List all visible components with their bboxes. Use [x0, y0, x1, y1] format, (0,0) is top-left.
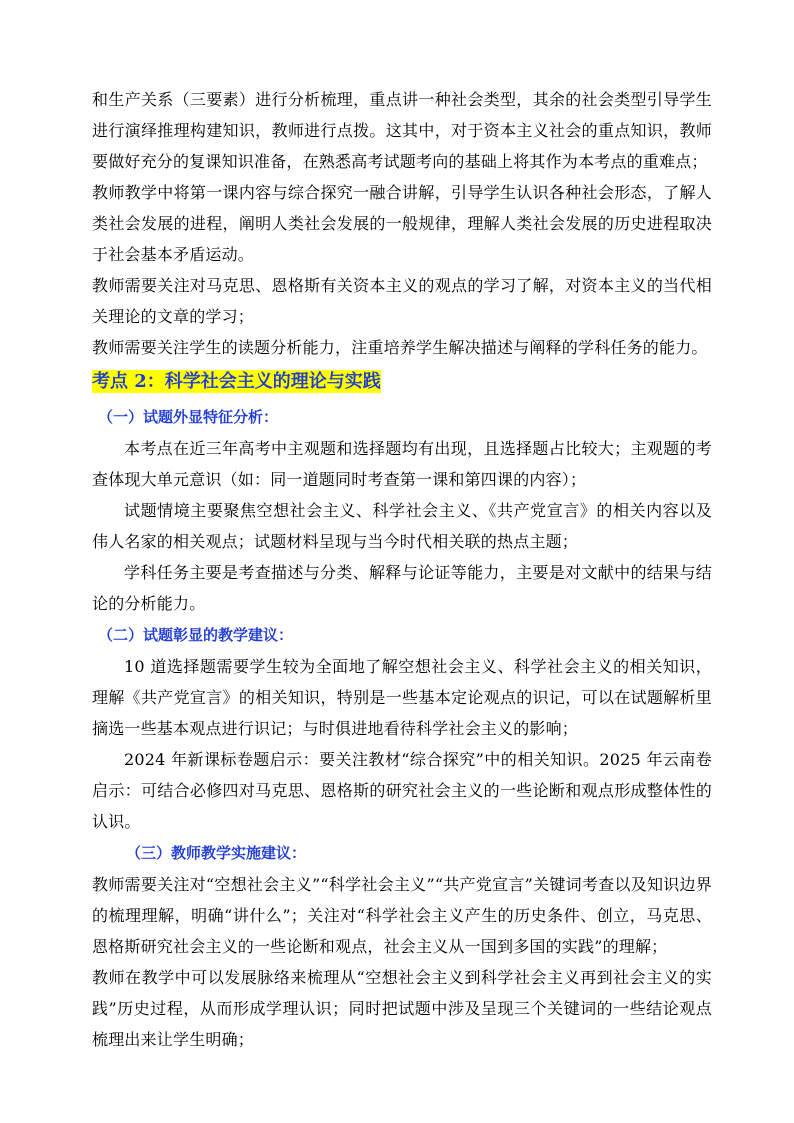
body-paragraph: 10 道选择题需要学生较为全面地了解空想社会主义、科学社会主义的相关知识，理解《共产党宣言》的相关知识，特别是一些基本定论观点的识记，可以在试题解析里摘选一些基本观点进行识记；与时俱进地看待科学社会主义的影响； [92, 657, 712, 738]
body-paragraph: 教师在教学中可以发展脉络来梳理从“空想社会主义到科学社会主义再到社会主义的实践”历史过程，从而形成学理认识；同时把试题中涉及呈现三个关键词的一些结论观点梳理出来让学生明确； [92, 968, 712, 1049]
section-title-text: 考点 2：科学社会主义的理论与实践 [92, 371, 381, 392]
body-paragraph: 教师教学中将第一课内容与综合探究一融合讲解，引导学生认识各种社会形态，了解人类社会发展的进程，阐明人类社会发展的一般规律，理解人类社会发展的历史进程取决于社会基本矛盾运动。 [92, 183, 712, 264]
section-title [92, 363, 712, 401]
body-paragraph: 学科任务主要是考查描述与分类、解释与论证等能力，主要是对文献中的结果与结论的分析能力。 [92, 563, 712, 613]
body-paragraph: 2024 年新课标卷题启示：要关注教材“综合探究”中的相关知识。2025 年云南卷启示：可结合必修四对马克思、恩格斯的研究社会主义的一些论断和观点形成整体性的认识。 [92, 750, 712, 831]
document-page [92, 84, 712, 1055]
body-paragraph: 教师需要关注对“空想社会主义”“科学社会主义”“共产党宣言”关键词考查以及知识边界的梳理理解，明确“讲什么”；关注对“科学社会主义产生的历史条件、创立，马克思、恩格斯研究社会主义的一些论断和观点，社会主义从一国到多国的实践”的理解； [92, 875, 712, 956]
body-paragraph: 教师需要关注对马克思、恩格斯有关资本主义的观点的学习了解，对资本主义的当代相关理论的文章的学习； [92, 276, 712, 326]
body-paragraph: 和生产关系（三要素）进行分析梳理，重点讲一种社会类型，其余的社会类型引导学生进行演绎推理构建知识，教师进行点拨。这其中，对于资本主义社会的重点知识，教师要做好充分的复课知识准备，在熟悉高考试题考向的基础上将其作为本考点的重难点； [92, 90, 712, 171]
body-paragraph: 本考点在近三年高考中主观题和选择题均有出现，且选择题占比较大；主观题的考查体现大单元意识（如：同一道题同时考查第一课和第四课的内容）； [92, 439, 712, 489]
subsection-heading: （三）教师教学实施建议： [126, 844, 307, 862]
subsection-heading: （一）试题外显特征分析： [98, 408, 279, 426]
subsection-heading: （二）试题彰显的教学建议： [98, 626, 294, 644]
body-paragraph: 试题情境主要聚焦空想社会主义、科学社会主义、《共产党宣言》的相关内容以及伟人名家的相关观点；试题材料呈现与当今时代相关联的热点主题； [92, 501, 712, 551]
body-paragraph: 教师需要关注学生的读题分析能力，注重培养学生解决描述与阐释的学科任务的能力。 [92, 338, 708, 357]
